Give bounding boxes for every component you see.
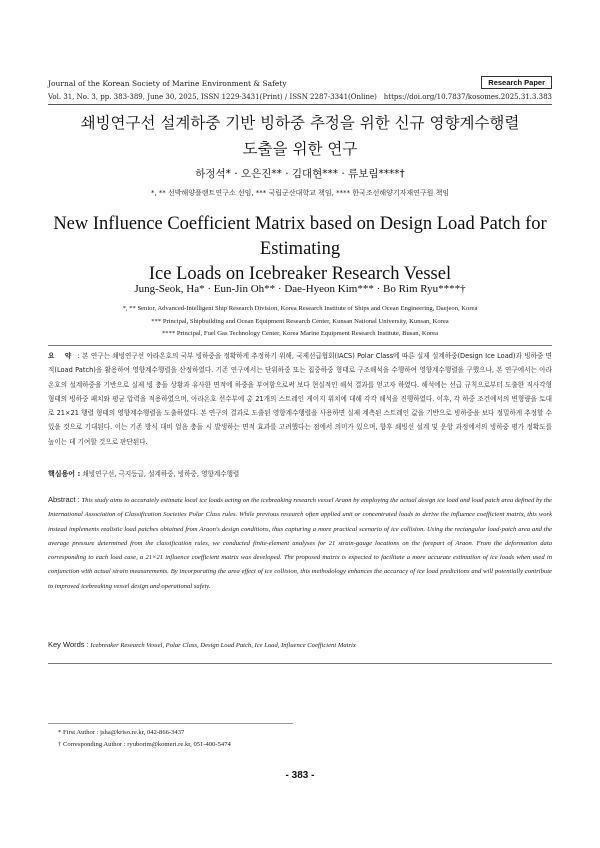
english-affiliations	[48, 303, 552, 341]
corresponding-author-footnote: † Corresponding Author : ryuborim@komeri.re.kr, 051-400-5474	[58, 740, 231, 748]
korean-affiliation: *, ** 선박해양플랜트연구소 선임, *** 국립군산대학교 책임, **** 한국조선해양기자재연구원 책임	[150, 189, 450, 197]
korean-abstract	[48, 349, 552, 449]
affiliation-line: *** Principal, Shipbuilding and Ocean Equipment Research Center, Kunsan National University, Kunsan, Korea	[151, 317, 449, 325]
korean-title-line-1: 쇄빙연구선 설계하중 기반 빙하중 추정을 위한 신규 영향계수행렬	[80, 114, 520, 132]
affiliation-line: *, ** Senior, Advanced-Intelligent Ship Research Division, Korea Research Institute of Ships and Ocean Engineering, Daejeon, Korea	[122, 305, 478, 312]
english-keywords	[48, 640, 552, 649]
english-abstract	[48, 493, 552, 594]
english-title	[40, 212, 560, 287]
korean-keywords-text: 쇄빙연구선, 극지등급, 설계하중, 빙하중, 영향계수행렬	[82, 470, 240, 478]
korean-title	[48, 110, 552, 162]
korean-keywords-label: 핵심용어 :	[48, 470, 81, 478]
english-title-line-1: New Influence Coefficient Matrix based on Design Load Patch for Estimating	[53, 214, 547, 259]
english-authors: Jung-Seok, Ha* · Eun-Jin Oh** · Dae-Hyeon Kim*** · Bo Rim Ryu****†	[134, 283, 466, 295]
english-abstract-label: Abstract :	[48, 495, 80, 504]
korean-abstract-text: : 본 연구는 쇄빙연구선 아라온호의 국부 빙하중을 정확하게 추정하기 위해, 국제선급협회(IACS) Polar Class에 따른 실제 설계하중(Design Ice Load)과 빙하중 면적(Load Patch)을 활용하여 영향계수행렬을 산정하였다. 기존 연구에서는 단위하중 또는 집중하중 형태로 구조해석을 수행하여 영향계수행렬을 구했으나, 본 연구에서는 아라온호의 설계하중을 기반으로 실제 빙 충돌 상황과 유사한 면적에 하중을 부여함으로써 보다 현실적인 해석 결과를 얻고자 하였다. 해석에는 선급 규칙으로부터 도출한 직사각형 형태의 빙하중 패치와 평균 압력을 적용하였으며, 아라온호 선수부에 총 21개의 스트레인 게이지 위치에 대해 각각 해석을 진행하였다. 이후, 각 하중 조건에서의 변형량을 토대로 21×21 행렬 형태의 영향계수행렬을 도출하였다. 본 연구의 결과로 도출된 영향계수행렬을 사용하면 실제 계측된 스트레인 값을 기반으로 빙하중을 보다 정밀하게 추정할 수 있을 것으로 기대된다. 이는 기존 방식 대비 얼음 충돌 시 발생하는 면적 효과를 고려했다는 점에서 의미가 있으며, 향후 쇄빙선 설계 및 운항 과정에서의 빙하중 평가 정확도를 높이는 데 기여할 것으로 판단된다.	[48, 352, 553, 446]
abstract-top-divider	[48, 345, 552, 346]
volume-info: Vol. 31, No. 3, pp. 383-389, June 30, 2025, ISSN 1229-3431(Print) / ISSN 2287-3341(Online)	[48, 93, 377, 101]
english-title-line-2: Ice Loads on Icebreaker Research Vessel	[148, 264, 452, 284]
affiliation-line: **** Principal, Fuel Gas Technology Center, Korea Marine Equipment Research Institute, Busan, Korea	[161, 330, 439, 337]
english-keywords-text: Icebreaker Research Vessel, Polar Class, Design Load Patch, Ice Load, Influence Coefficient Matrix	[90, 642, 356, 649]
footnote-divider	[48, 723, 293, 724]
footnotes	[58, 727, 231, 750]
journal-name: Journal of the Korean Society of Marine Environment & Safety	[48, 79, 287, 88]
english-abstract-text: This study aims to accurately estimate local ice loads acting on the icebreaking research vessel Araon by employing the actual design ice load and load patch area defined by the International Association of Classification Societies Polar Class rules. While previous research often applied unit or concentrated loads to derive the influence coefficient matrix, this work instead implements realistic load patches obtained from Araon's design conditions, thus capturing a more practical scenario of ice collision. Using the rectangular load-patch area and the average pressure determined from the classification rules, we conducted finite-element analyses for 21 strain-gauge locations on the forepart of Araon. From the deformation data corresponding to each load case, a 21×21 influence coefficient matrix was developed. The proposed matrix is expected to facilitate a more accurate estimation of ice loads when used in conjunction with actual strain measurements. By incorporating the area effect of ice collision, this methodology enhances the accuracy of ice load predictions and will potentially contribute to improved icebreaking vessel design and operational safety.	[48, 497, 552, 590]
abstract-bottom-divider	[48, 663, 552, 664]
header-divider	[48, 104, 552, 105]
english-keywords-label: Key Words :	[48, 640, 89, 649]
korean-keywords	[48, 468, 552, 479]
article-type-badge: Research Paper	[481, 76, 552, 89]
page-number: - 383 -	[285, 770, 315, 781]
korean-authors: 하정석* · 오은진** · 김대현*** · 류보림****†	[195, 168, 405, 180]
korean-abstract-label: 요 약	[48, 352, 76, 360]
first-author-footnote: * First Author : jsha@kriso.re.kr, 042-866-3437	[58, 729, 185, 736]
doi-link[interactable]: https://doi.org/10.7837/kosomes.2025.31.3.383	[383, 93, 552, 101]
korean-title-line-2: 도출을 위한 연구	[242, 140, 358, 158]
